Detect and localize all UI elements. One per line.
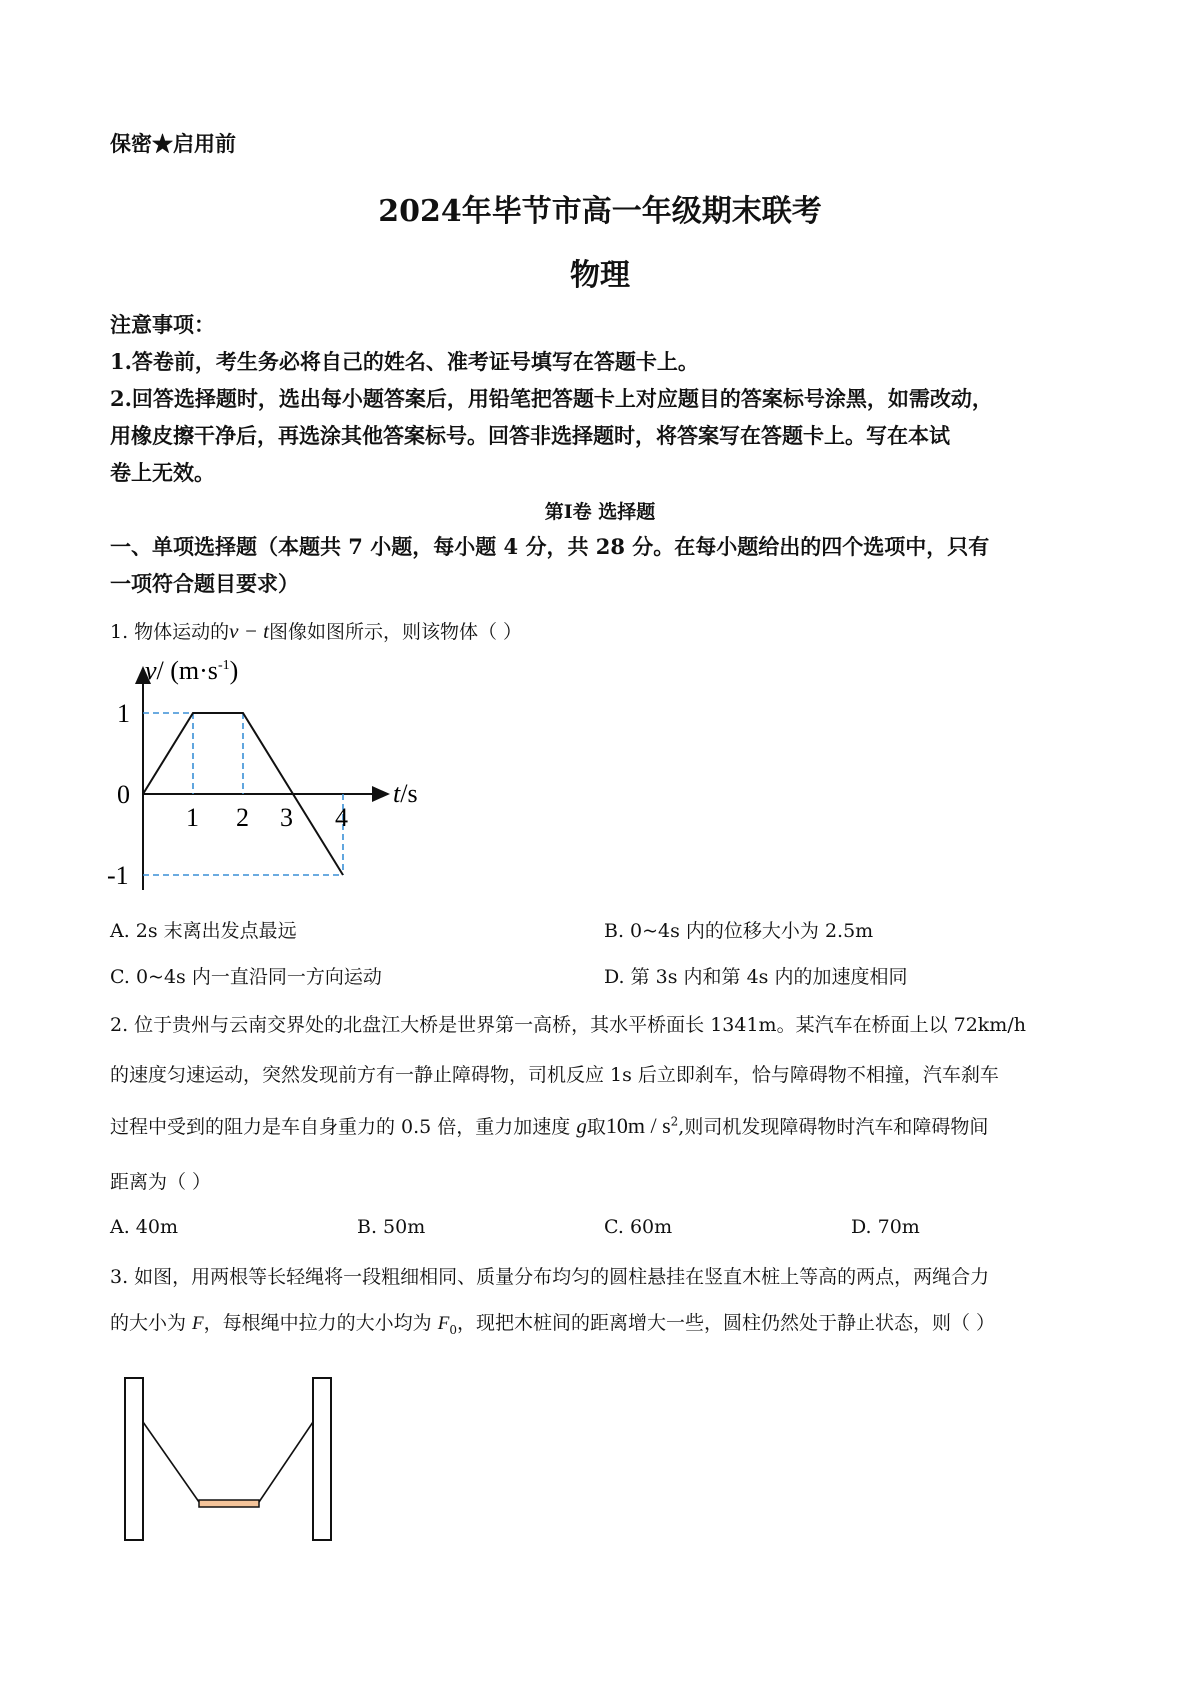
q1-option-a: A. 2s 末离出发点最远 [110,920,297,942]
v-tick-0: 0 [117,780,130,809]
q2-line1: 2. 位于贵州与云南交界处的北盘江大桥是世界第一高桥，其水平桥面长 1341m。某汽车在桥面上以 72km/h [110,1014,1026,1036]
q3-line2 [110,1308,995,1337]
q2-g-symbol: g [576,1114,587,1138]
q1-stem-post: 图像如图所示，则该物体（ ） [269,621,523,643]
notice-item-2-line3: 卷上无效。 [110,460,215,485]
left-rope [143,1422,199,1502]
q2-line3-mid: 取 [586,1116,606,1138]
t-axis-label: t/s [393,779,418,808]
t-tick-2: 2 [236,803,249,832]
exam-title: 2024年毕节市高一年级期末联考 [378,194,822,229]
q2-g-value: 10m / s [605,1113,671,1138]
q1-stem-pre: 1. 物体运动的 [110,621,230,643]
q2-option-c: C. 60m [604,1216,673,1238]
right-rope [259,1422,313,1502]
q1-option-c: C. 0~4s 内一直沿同一方向运动 [110,966,382,988]
right-post [313,1378,331,1540]
v-axis-label: v/ $(m\cdot s^{-1})$ [145,656,239,685]
q2-line3-pre: 过程中受到的阻力是车自身重力的 0.5 倍，重力加速度 [110,1116,571,1138]
q3-F0-symbol: F [437,1313,450,1334]
notice-item-2-line1: 2.回答选择题时，选出每小题答案后，用铅笔把答题卡上对应题目的答案标号涂黑，如需改动， [110,386,993,411]
q2-option-b: B. 50m [357,1216,426,1238]
q3-line2-c: ，现把木桩间的距离增大一些，圆柱仍然处于静止状态，则（ ） [456,1312,995,1334]
t-tick-1: 1 [186,803,199,832]
q1-option-d: D. 第 3s 内和第 4s 内的加速度相同 [604,966,908,988]
part-title: 第Ⅰ卷 选择题 [544,501,656,523]
q3-line2-a: 的大小为 [110,1312,193,1334]
cylinder [199,1500,259,1507]
q2-line3-post: ,则司机发现障碍物时汽车和障碍物间 [678,1116,989,1138]
q3-F-symbol: F [192,1313,204,1334]
notice-heading: 注意事项： [110,312,215,337]
section-heading-line2: 一项符合题目要求） [110,571,299,596]
q2-line4: 距离为（ ） [110,1171,212,1193]
q3-F0-subscript: 0 [449,1322,457,1337]
notice-item-2-line2: 用橡皮擦干净后，再选涂其他答案标号。回答非选择题时，将答案写在答题卡上。写在本试 [110,423,950,448]
q3-cylinder-diagram [120,1375,340,1545]
q2-line2: 的速度匀速运动，突然发现前方有一静止障碍物，司机反应 1s 后立即刹车，恰与障碍物不相撞，汽车刹车 [110,1064,999,1086]
q1-option-b: B. 0~4s 内的位移大小为 2.5m [604,920,874,942]
q2-g-exp: 2 [670,1114,679,1129]
q1-vt-graph [100,650,440,900]
v-tick-1: 1 [117,699,130,728]
q2-option-d: D. 70m [851,1216,920,1238]
q3-line2-b: ，每根绳中拉力的大小均为 [203,1312,438,1334]
q1-stem-math: v − t [229,619,269,643]
left-post [125,1378,143,1540]
subject-title: 物理 [570,258,630,293]
q1-stem [110,617,522,644]
t-tick-4: 4 [335,803,348,832]
q2-option-a: A. 40m [110,1216,178,1238]
v-tick-neg1: -1 [107,861,129,890]
notice-item-1: 1.答卷前，考生务必将自己的姓名、准考证号填写在答题卡上。 [110,349,699,374]
q2-line3 [110,1112,988,1139]
confidential-label: 保密★启用前 [110,131,236,156]
t-tick-3: 3 [280,803,293,832]
section-heading-line1: 一、单项选择题（本题共 7 小题，每小题 4 分，共 28 分。在每小题给出的四个选项中，只有 [110,534,990,559]
q3-line1: 3. 如图，用两根等长轻绳将一段粗细相同、质量分布均匀的圆柱悬挂在竖直木桩上等高的两点，两绳合力 [110,1266,990,1288]
